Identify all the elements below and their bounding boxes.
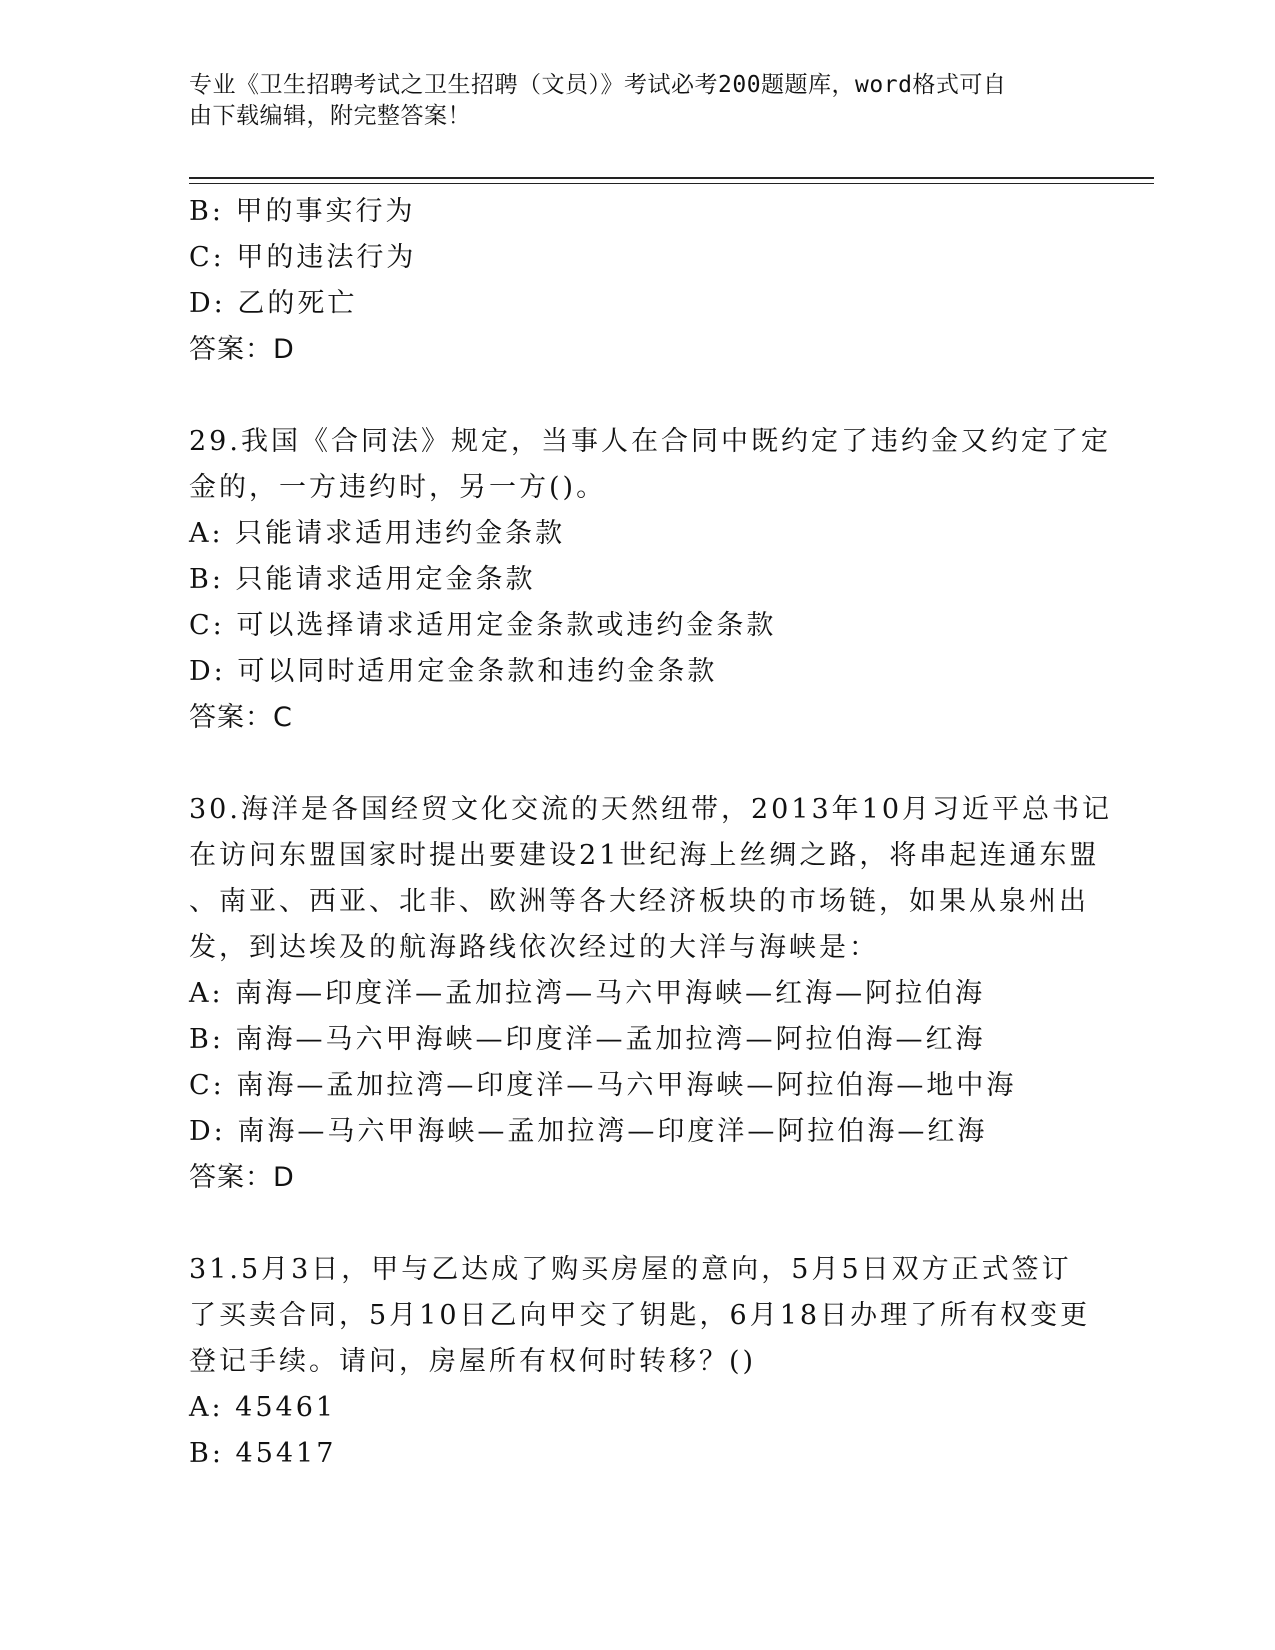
- spacer: [189, 1201, 1089, 1247]
- question-stem-line: 登记手续。请问，房屋所有权何时转移？(): [189, 1346, 757, 1377]
- question-30: [189, 787, 1113, 1201]
- header-line-1: 专业《卫生招聘考试之卫生招聘（文员）》考试必考200题题库，word格式可自: [189, 72, 1007, 98]
- option-d: D: 南海—马六甲海峡—孟加拉湾—印度洋—阿拉伯海—红海: [189, 1116, 988, 1147]
- question-stem-line: 了买卖合同，5月10日乙向甲交了钥匙，6月18日办理了所有权变更: [189, 1300, 1091, 1331]
- header-divider-thin: [189, 183, 1154, 184]
- question-stem-line: 在访问东盟国家时提出要建设21世纪海上丝绸之路，将串起连通东盟: [189, 840, 1100, 871]
- option-b: B: 45417: [189, 1438, 337, 1469]
- question-29: [189, 419, 1111, 741]
- option-a: A: 南海—印度洋—孟加拉湾—马六甲海峡—红海—阿拉伯海: [189, 978, 986, 1009]
- question-stem-line: 、南亚、西亚、北非、欧洲等各大经济板块的市场链，如果从泉州出: [189, 886, 1089, 917]
- option-a: A: 只能请求适用违约金条款: [189, 518, 566, 549]
- answer-line: 答案：C: [189, 702, 293, 733]
- header-divider-thick: [189, 177, 1154, 179]
- answer-line: 答案：D: [189, 334, 295, 365]
- question-stem-line: 29.我国《合同法》规定，当事人在合同中既约定了违约金又约定了定: [189, 426, 1111, 457]
- option-b: B: 甲的事实行为: [189, 196, 416, 227]
- option-d: D: 可以同时适用定金条款和违约金条款: [189, 656, 718, 687]
- document-header: [189, 70, 1089, 132]
- option-c: C: 可以选择请求适用定金条款或违约金条款: [189, 610, 777, 641]
- spacer: [189, 741, 1089, 787]
- document-body: [189, 189, 1113, 1477]
- question-stem-line: 金的，一方违约时，另一方()。: [189, 472, 607, 503]
- question-28-continued: [189, 189, 1089, 373]
- option-c: C: 甲的违法行为: [189, 242, 417, 273]
- question-stem-line: 发，到达埃及的航海路线依次经过的大洋与海峡是：: [189, 932, 879, 963]
- option-a: A: 45461: [189, 1392, 337, 1423]
- question-stem-line: 31.5月3日，甲与乙达成了购买房屋的意向，5月5日双方正式签订: [189, 1254, 1072, 1285]
- question-31: [189, 1247, 1089, 1477]
- header-line-2: 由下载编辑，附完整答案！: [189, 103, 471, 129]
- option-b: B: 只能请求适用定金条款: [189, 564, 536, 595]
- option-d: D: 乙的死亡: [189, 288, 358, 319]
- answer-line: 答案：D: [189, 1162, 295, 1193]
- option-b: B: 南海—马六甲海峡—印度洋—孟加拉湾—阿拉伯海—红海: [189, 1024, 986, 1055]
- option-c: C: 南海—孟加拉湾—印度洋—马六甲海峡—阿拉伯海—地中海: [189, 1070, 1017, 1101]
- question-stem-line: 30.海洋是各国经贸文化交流的天然纽带，2013年10月习近平总书记: [189, 794, 1113, 825]
- spacer: [189, 373, 1089, 419]
